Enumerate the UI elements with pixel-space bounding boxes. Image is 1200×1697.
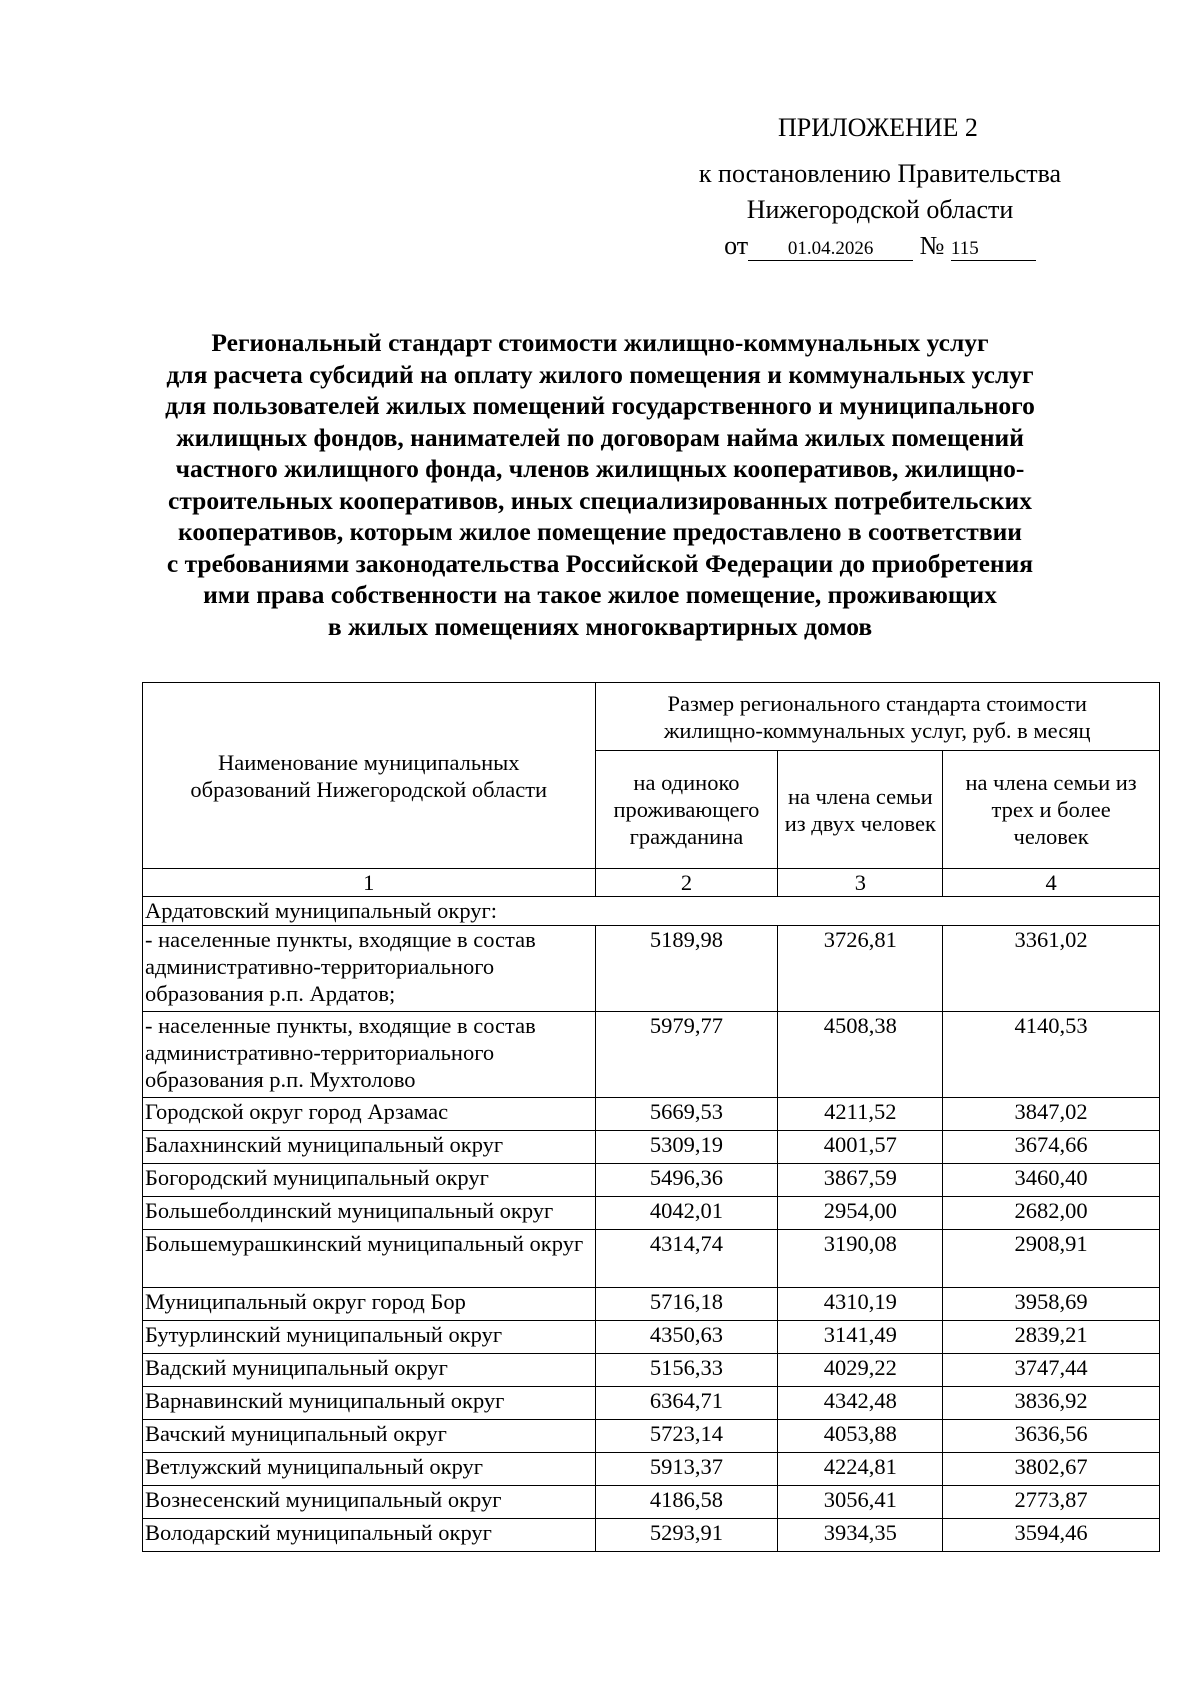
- table-row: [143, 1453, 1160, 1486]
- value-two: 4053,88: [778, 1420, 943, 1453]
- heading-line: в жилых помещениях многоквартирных домов: [327, 611, 873, 641]
- column-header-two: на члена семьи из двух человек: [778, 751, 943, 869]
- value-three: 3747,44: [943, 1354, 1160, 1387]
- table-row: [143, 1012, 1160, 1098]
- value-three: 2773,87: [943, 1486, 1160, 1519]
- municipality-name: Володарский муниципальный округ: [143, 1519, 596, 1552]
- appendix-date-line: [680, 228, 1080, 264]
- municipality-name: Богородский муниципальный округ: [143, 1164, 596, 1197]
- municipality-name: Городской округ город Арзамас: [143, 1098, 596, 1131]
- standards-table: [142, 682, 1160, 1552]
- heading-line: кооперативов, которым жилое помещение предоставлено в соответствии: [177, 517, 1022, 546]
- value-single: 4314,74: [595, 1230, 778, 1288]
- value-two: 4224,81: [778, 1453, 943, 1486]
- table-row: [143, 1486, 1160, 1519]
- value-three: 3847,02: [943, 1098, 1160, 1131]
- value-single: 5979,77: [595, 1012, 778, 1098]
- section-header-row: Ардатовский муниципальный округ:: [143, 897, 1160, 926]
- column-number: 1: [143, 869, 596, 897]
- table-row: [143, 926, 1160, 1012]
- heading-line: строительных кооперативов, иных специализированных потребительских: [168, 485, 1032, 515]
- value-two: 4342,48: [778, 1387, 943, 1420]
- value-three: 3460,40: [943, 1164, 1160, 1197]
- value-two: 4310,19: [778, 1288, 943, 1321]
- value-single: 5669,53: [595, 1098, 778, 1131]
- value-single: 5309,19: [595, 1131, 778, 1164]
- column-group-header: Размер регионального стандарта стоимости жилищно-коммунальных услуг, руб. в месяц: [595, 683, 1160, 751]
- municipality-name: Большемурашкинский муниципальный округ: [143, 1230, 596, 1288]
- appendix-ref-line1: к постановлению Правительства: [698, 159, 1062, 188]
- value-three: 2839,21: [943, 1321, 1160, 1354]
- table-row: [143, 1197, 1160, 1230]
- municipality-name: Муниципальный округ город Бор: [143, 1288, 596, 1321]
- municipality-name: Вадский муниципальный округ: [143, 1354, 596, 1387]
- value-two: 3190,08: [778, 1230, 943, 1288]
- column-header-name: Наименование муниципальных образований Нижегородской области: [143, 683, 596, 869]
- value-two: 3726,81: [778, 926, 943, 1012]
- number-value: 115: [951, 238, 1036, 261]
- column-number: 3: [778, 869, 943, 897]
- column-header-three: на члена семьи из трех и более человек: [943, 751, 1160, 869]
- table-row: [143, 1354, 1160, 1387]
- appendix-block: [700, 110, 1080, 264]
- table-row: [143, 1420, 1160, 1453]
- appendix-title: ПРИЛОЖЕНИЕ 2: [778, 113, 978, 142]
- value-single: 5716,18: [595, 1288, 778, 1321]
- municipality-name: Вачский муниципальный округ: [143, 1420, 596, 1453]
- municipality-name: Бутурлинский муниципальный округ: [143, 1321, 596, 1354]
- column-number: 4: [943, 869, 1160, 897]
- value-three: 3836,92: [943, 1387, 1160, 1420]
- municipality-name: - населенные пункты, входящие в состав административно-территориального образования р.п. Ардатов;: [143, 926, 596, 1012]
- value-three: 3958,69: [943, 1288, 1160, 1321]
- appendix-ref-line2: Нижегородской области: [746, 195, 1014, 224]
- value-single: 5723,14: [595, 1420, 778, 1453]
- value-single: 5156,33: [595, 1354, 778, 1387]
- value-two: 3141,49: [778, 1321, 943, 1354]
- value-two: 3934,35: [778, 1519, 943, 1552]
- table-row: [143, 1321, 1160, 1354]
- table-row: [143, 1164, 1160, 1197]
- table-row: [143, 1098, 1160, 1131]
- heading-line: частного жилищного фонда, членов жилищных кооперативов, жилищно-: [175, 454, 1025, 483]
- table-row: [143, 1387, 1160, 1420]
- value-three: 3361,02: [943, 926, 1160, 1012]
- municipality-name: Ветлужский муниципальный округ: [143, 1453, 596, 1486]
- value-two: 3867,59: [778, 1164, 943, 1197]
- value-two: 2954,00: [778, 1197, 943, 1230]
- value-single: 6364,71: [595, 1387, 778, 1420]
- table-row: [143, 1131, 1160, 1164]
- appendix-reference: [680, 156, 1080, 264]
- heading-line: жилищных фондов, нанимателей по договорам найма жилых помещений: [176, 422, 1024, 452]
- value-three: 3802,67: [943, 1453, 1160, 1486]
- value-two: 4508,38: [778, 1012, 943, 1098]
- value-single: 4186,58: [595, 1486, 778, 1519]
- number-prefix: №: [919, 231, 945, 260]
- value-single: 5913,37: [595, 1453, 778, 1486]
- heading-line: ими права собственности на такое жилое помещение, проживающих: [203, 580, 997, 609]
- heading-line: для расчета субсидий на оплату жилого помещения и коммунальных услуг: [166, 359, 1034, 389]
- value-two: 4029,22: [778, 1354, 943, 1387]
- date-value: 01.04.2026: [748, 238, 913, 261]
- value-three: 3594,46: [943, 1519, 1160, 1552]
- value-two: 4001,57: [778, 1131, 943, 1164]
- value-three: 4140,53: [943, 1012, 1160, 1098]
- value-three: 2682,00: [943, 1197, 1160, 1230]
- value-single: 4350,63: [595, 1321, 778, 1354]
- column-number: 2: [595, 869, 778, 897]
- heading-line: Региональный стандарт стоимости жилищно-коммунальных услуг: [211, 328, 989, 357]
- table-row: [143, 1288, 1160, 1321]
- date-prefix: от: [724, 231, 749, 260]
- municipality-name: - населенные пункты, входящие в состав административно-территориального образования р.п. Мухтолово: [143, 1012, 596, 1098]
- value-two: 3056,41: [778, 1486, 943, 1519]
- table-row: [143, 1519, 1160, 1552]
- value-two: 4211,52: [778, 1098, 943, 1131]
- municipality-name: Балахнинский муниципальный округ: [143, 1131, 596, 1164]
- heading-line: для пользователей жилых помещений государственного и муниципального: [165, 391, 1035, 420]
- heading-line: с требованиями законодательства Российской Федерации до приобретения: [166, 548, 1034, 578]
- document-heading: [120, 327, 1080, 642]
- municipality-name: Варнавинский муниципальный округ: [143, 1387, 596, 1420]
- value-single: 5189,98: [595, 926, 778, 1012]
- value-three: 3636,56: [943, 1420, 1160, 1453]
- value-single: 4042,01: [595, 1197, 778, 1230]
- municipality-name: Вознесенский муниципальный округ: [143, 1486, 596, 1519]
- value-single: 5293,91: [595, 1519, 778, 1552]
- column-header-single: на одиноко проживающего гражданина: [595, 751, 778, 869]
- value-single: 5496,36: [595, 1164, 778, 1197]
- table-row: [143, 1230, 1160, 1288]
- value-three: 2908,91: [943, 1230, 1160, 1288]
- value-three: 3674,66: [943, 1131, 1160, 1164]
- municipality-name: Большеболдинский муниципальный округ: [143, 1197, 596, 1230]
